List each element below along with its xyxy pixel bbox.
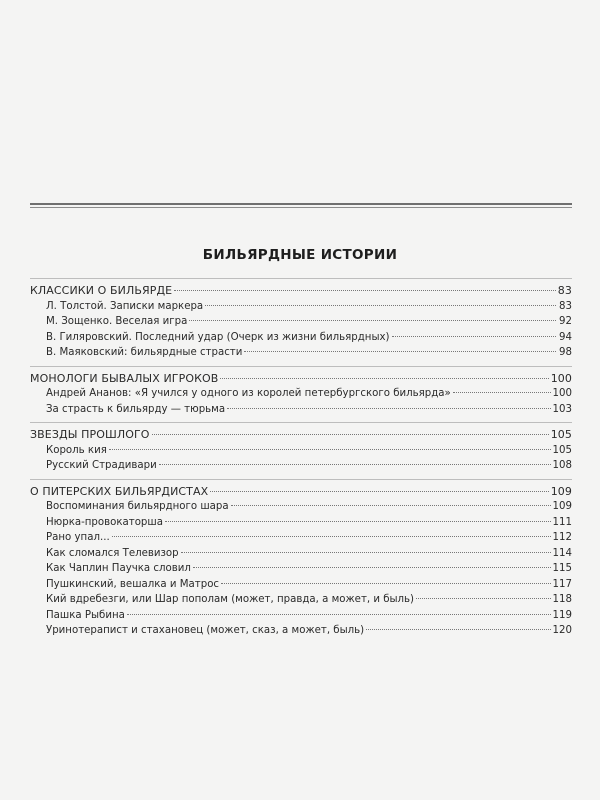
toc-entry[interactable] bbox=[30, 402, 572, 418]
entry-title: В. Гиляровский. Последний удар (Очерк из жизни бильярдных) bbox=[46, 331, 390, 343]
dot-leader bbox=[416, 598, 551, 599]
dot-leader bbox=[181, 552, 551, 553]
entry-title: Уринотерапист и стахановец (может, сказ, а может, быль) bbox=[46, 625, 365, 636]
entry-title: Король кия bbox=[46, 444, 107, 456]
toc-entry[interactable] bbox=[30, 299, 572, 315]
dot-leader bbox=[127, 614, 551, 615]
entry-title: Пушкинский, вешалка и Матрос bbox=[46, 578, 220, 590]
toc-entry[interactable] bbox=[30, 345, 572, 361]
dot-leader bbox=[174, 290, 556, 291]
toc-entry[interactable] bbox=[30, 530, 572, 546]
page-number: 119 bbox=[552, 609, 572, 621]
page-number: 115 bbox=[552, 563, 572, 574]
toc-entry[interactable] bbox=[30, 443, 572, 459]
page-number: 114 bbox=[552, 547, 572, 559]
entry-title: В. Маяковский: бильярдные страсти bbox=[46, 347, 243, 358]
toc-entry[interactable] bbox=[30, 499, 572, 515]
toc-entry[interactable] bbox=[30, 386, 572, 402]
entry-title: Пашка Рыбина bbox=[46, 609, 125, 621]
page-number: 109 bbox=[550, 484, 572, 498]
page-number: 112 bbox=[552, 532, 572, 543]
dot-leader bbox=[392, 336, 556, 337]
toc-section-monologues bbox=[30, 366, 572, 418]
toc-entry[interactable] bbox=[30, 314, 572, 330]
entry-title: Нюрка-провокаторша bbox=[46, 516, 163, 528]
entry-title: Русский Страдивари bbox=[46, 460, 157, 471]
page-number: 83 bbox=[559, 300, 572, 312]
dot-leader bbox=[159, 464, 551, 465]
page-number: 109 bbox=[552, 501, 572, 512]
dot-leader bbox=[189, 320, 556, 321]
toc-entry[interactable] bbox=[30, 458, 572, 474]
entry-title: За страсть к бильярду — тюрьма bbox=[46, 403, 226, 415]
dot-leader bbox=[220, 378, 548, 379]
section-title: КЛАССИКИ О БИЛЬЯРДЕ bbox=[30, 284, 173, 297]
toc-section-heading[interactable] bbox=[30, 427, 572, 443]
page-number: 111 bbox=[552, 516, 572, 528]
section-title: О ПИТЕРСКИХ БИЛЬЯРДИСТАХ bbox=[30, 484, 209, 498]
dot-leader bbox=[165, 521, 551, 522]
page-number: 105 bbox=[550, 428, 572, 441]
page-title: БИЛЬЯРДНЫЕ ИСТОРИИ bbox=[202, 247, 398, 263]
entry-title: Как Чаплин Паучка словил bbox=[46, 563, 191, 574]
toc-section-heading[interactable] bbox=[30, 484, 572, 500]
dot-leader bbox=[366, 629, 550, 630]
toc-entry[interactable] bbox=[30, 608, 572, 624]
toc-entry[interactable] bbox=[30, 330, 572, 346]
dot-leader bbox=[244, 351, 556, 352]
page-number: 117 bbox=[552, 578, 572, 590]
page-number: 120 bbox=[552, 625, 572, 636]
toc-entry[interactable] bbox=[30, 515, 572, 531]
page-number: 103 bbox=[552, 403, 572, 415]
entry-title: Как сломался Телевизор bbox=[46, 547, 179, 559]
page-number: 100 bbox=[550, 371, 572, 385]
section-title: МОНОЛОГИ БЫВАЛЫХ ИГРОКОВ bbox=[30, 371, 219, 385]
toc-section-classics bbox=[30, 278, 572, 361]
dot-leader bbox=[210, 491, 548, 492]
dot-leader bbox=[231, 505, 551, 506]
dot-leader bbox=[109, 449, 551, 450]
toc-entry[interactable] bbox=[30, 546, 572, 562]
toc-entry[interactable] bbox=[30, 592, 572, 608]
entry-title: М. Зощенко. Веселая игра bbox=[46, 316, 188, 327]
entry-title: Рано упал... bbox=[46, 532, 110, 543]
toc-entry[interactable] bbox=[30, 561, 572, 577]
toc-section-heading[interactable] bbox=[30, 283, 572, 299]
page-number: 83 bbox=[557, 284, 572, 297]
table-of-contents bbox=[30, 278, 572, 644]
toc-entry[interactable] bbox=[30, 623, 572, 639]
dot-leader bbox=[227, 408, 550, 409]
entry-title: Кий вдребезги, или Шар пополам (может, правда, а может, и быль) bbox=[46, 594, 415, 605]
entry-title: Андрей Ананов: «Я учился у одного из королей петербургского бильярда» bbox=[46, 388, 451, 399]
toc-section-piter bbox=[30, 479, 572, 639]
page-number: 100 bbox=[552, 388, 572, 399]
toc-entry[interactable] bbox=[30, 577, 572, 593]
toc-section-stars bbox=[30, 422, 572, 474]
entry-title: Л. Толстой. Записки маркера bbox=[46, 300, 204, 312]
section-title: ЗВЕЗДЫ ПРОШЛОГО bbox=[30, 428, 150, 441]
entry-title: Воспоминания бильярдного шара bbox=[46, 501, 229, 512]
dot-leader bbox=[152, 434, 549, 435]
page-number: 105 bbox=[552, 444, 572, 456]
page-number: 118 bbox=[552, 594, 572, 605]
page-number: 98 bbox=[559, 347, 572, 358]
page-number: 92 bbox=[559, 316, 572, 327]
dot-leader bbox=[221, 583, 551, 584]
page-number: 94 bbox=[559, 331, 572, 343]
dot-leader bbox=[205, 305, 556, 306]
dot-leader bbox=[193, 567, 551, 568]
double-rule-divider bbox=[30, 203, 572, 208]
toc-section-heading[interactable] bbox=[30, 371, 572, 387]
dot-leader bbox=[453, 392, 551, 393]
page-number: 108 bbox=[552, 460, 572, 471]
dot-leader bbox=[112, 536, 551, 537]
